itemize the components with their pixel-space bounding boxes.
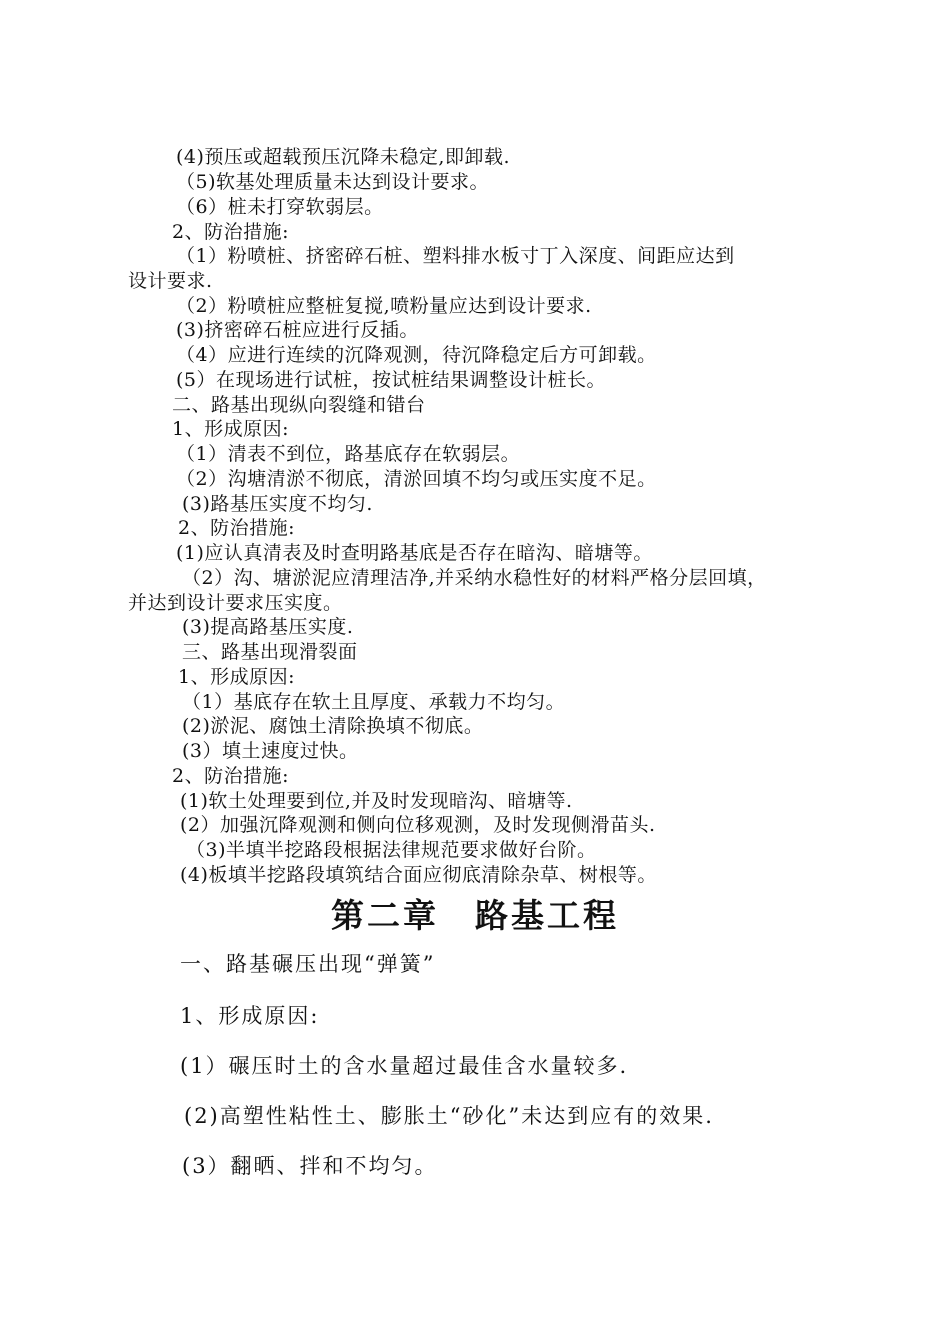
text-line: （1）基底存在软土且厚度、承载力不均匀。: [182, 691, 566, 713]
text-line: (4)板填半挖路段填筑结合面应彻底清除杂草、树根等。: [180, 864, 657, 886]
text-line: （2）粉喷桩应整桩复搅,喷粉量应达到设计要求.: [176, 295, 592, 317]
text-line: 三、路基出现滑裂面: [182, 641, 358, 663]
text-line: (1）碾压时土的含水量超过最佳含水量较多.: [180, 1054, 629, 1078]
text-line: (1)软土处理要到位,并及时发现暗沟、暗塘等.: [180, 790, 573, 812]
text-line: （1）粉喷桩、挤密碎石桩、塑料排水板寸丁入深度、间距应达到: [176, 245, 735, 267]
text-line: 1、形成原因:: [180, 1004, 320, 1028]
text-line: (3)挤密碎石桩应进行反插。: [176, 319, 419, 341]
text-line: （2）沟、塘淤泥应清理洁净,并采纳水稳性好的材料严格分层回填，: [182, 567, 767, 589]
text-line: （3)半填半挖路段根据法律规范要求做好台阶。: [186, 839, 597, 861]
text-line: (3）填土速度过快。: [182, 740, 359, 762]
text-line: (2)高塑性粘性土、膨胀土“砂化”未达到应有的效果.: [184, 1104, 714, 1128]
text-line: (1)应认真清表及时查明路基底是否存在暗沟、暗塘等。: [176, 542, 653, 564]
text-line: （2）沟塘清淤不彻底，清淤回填不均匀或压实度不足。: [176, 468, 657, 490]
text-line: (3)提高路基压实度.: [182, 616, 354, 638]
text-line: 一、路基碾压出现“弹簧”: [180, 952, 436, 976]
text-line: 2、防治措施:: [178, 517, 295, 539]
text-line: 2、防治措施:: [172, 765, 289, 787]
chapter-title: 第二章 路基工程: [331, 896, 619, 935]
text-line: (4)预压或超载预压沉降未稳定,即卸载.: [176, 146, 510, 168]
text-line: （5)软基处理质量未达到设计要求。: [176, 171, 490, 193]
text-line: (3）翻晒、拌和不均匀。: [182, 1154, 438, 1178]
text-line: （1）清表不到位，路基底存在软弱层。: [176, 443, 521, 465]
text-line: 并达到设计要求压实度。: [128, 592, 343, 614]
text-line: (2)淤泥、腐蚀土清除换填不彻底。: [182, 715, 484, 737]
text-line: （4）应进行连续的沉降观测，待沉降稳定后方可卸载。: [176, 344, 657, 366]
text-line: （6）桩未打穿软弱层。: [176, 196, 384, 218]
text-line: 2、防治措施:: [172, 221, 289, 243]
text-line: (2）加强沉降观测和侧向位移观测，及时发现侧滑苗头.: [180, 814, 656, 836]
text-line: (3)路基压实度不均匀.: [182, 493, 373, 515]
text-line: (5）在现场进行试桩，按试桩结果调整设计桩长。: [176, 369, 607, 391]
text-line: 二、路基出现纵向裂缝和错台: [172, 394, 426, 416]
text-line: 1、形成原因:: [178, 666, 295, 688]
text-line: 设计要求.: [128, 270, 213, 292]
text-line: 1、形成原因:: [172, 418, 289, 440]
